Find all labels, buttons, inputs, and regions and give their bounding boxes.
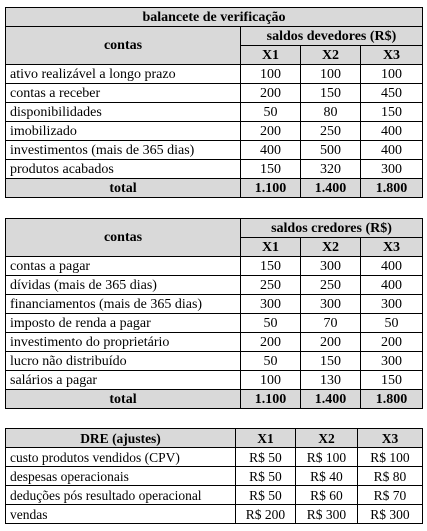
cell-value: R$ 70	[358, 486, 423, 505]
row-label: disponibilidades	[6, 103, 241, 122]
cell-value: 50	[241, 103, 301, 122]
cell-value: R$ 300	[296, 505, 358, 524]
cell-value: 300	[241, 295, 301, 314]
cell-value: 400	[361, 122, 423, 141]
table-row	[6, 141, 423, 160]
cell-value: R$ 50	[236, 467, 296, 486]
table-row	[6, 103, 423, 122]
row-label: imposto de renda a pagar	[6, 314, 241, 333]
total-label: total	[6, 390, 241, 409]
table-row	[6, 84, 423, 103]
cell-value: 200	[241, 333, 301, 352]
cell-value: 450	[361, 84, 423, 103]
contas-header: contas	[6, 219, 241, 257]
row-label: investimentos (mais de 365 dias)	[6, 141, 241, 160]
cell-value: 100	[361, 65, 423, 84]
saldos-credores-header: saldos credores (R$)	[241, 219, 423, 238]
table-row	[6, 333, 423, 352]
balancete-title: balancete de verificação	[6, 8, 423, 27]
cell-value: 320	[301, 160, 361, 179]
row-label: deduções pós resultado operacional	[6, 486, 236, 505]
period-header: X3	[358, 429, 423, 448]
cell-value: 150	[361, 371, 423, 390]
cell-value: 50	[241, 314, 301, 333]
cell-value: 130	[301, 371, 361, 390]
total-value: 1.800	[361, 390, 423, 409]
cell-value: R$ 300	[358, 505, 423, 524]
cell-value: R$ 80	[358, 467, 423, 486]
table-row	[6, 371, 423, 390]
cell-value: 80	[301, 103, 361, 122]
cell-value: 200	[241, 122, 301, 141]
row-label: lucro não distribuído	[6, 352, 241, 371]
saldos-devedores-header: saldos devedores (R$)	[241, 27, 423, 46]
cell-value: 200	[241, 84, 301, 103]
cell-value: 150	[301, 352, 361, 371]
total-value: 1.800	[361, 179, 423, 198]
cell-value: 150	[241, 160, 301, 179]
period-header: X1	[236, 429, 296, 448]
period-header: X2	[301, 46, 361, 65]
total-value: 1.100	[241, 179, 301, 198]
row-label: contas a pagar	[6, 257, 241, 276]
cell-value: R$ 50	[236, 448, 296, 467]
cell-value: 250	[301, 276, 361, 295]
cell-value: 50	[241, 352, 301, 371]
cell-value: R$ 100	[296, 448, 358, 467]
table-row	[6, 352, 423, 371]
cell-value: R$ 100	[358, 448, 423, 467]
row-label: custo produtos vendidos (CPV)	[6, 448, 236, 467]
row-label: produtos acabados	[6, 160, 241, 179]
dre-title: DRE (ajustes)	[6, 429, 236, 448]
row-label: dívidas (mais de 365 dias)	[6, 276, 241, 295]
table-row	[6, 314, 423, 333]
row-label: salários a pagar	[6, 371, 241, 390]
cell-value: 400	[241, 141, 301, 160]
cell-value: R$ 50	[236, 486, 296, 505]
table-row	[6, 448, 423, 467]
period-header: X2	[296, 429, 358, 448]
row-label: contas a receber	[6, 84, 241, 103]
cell-value: R$ 40	[296, 467, 358, 486]
table-row	[6, 160, 423, 179]
cell-value: 300	[361, 160, 423, 179]
table-row	[6, 486, 423, 505]
cell-value: 150	[241, 257, 301, 276]
cell-value: 200	[361, 333, 423, 352]
cell-value: R$ 60	[296, 486, 358, 505]
table-row	[6, 505, 423, 524]
total-value: 1.400	[301, 390, 361, 409]
row-label: financiamentos (mais de 365 dias)	[6, 295, 241, 314]
saldos-credores-table	[5, 218, 423, 409]
balancete-table	[5, 7, 423, 198]
cell-value: 100	[241, 65, 301, 84]
cell-value: 100	[301, 65, 361, 84]
cell-value: 300	[301, 257, 361, 276]
cell-value: 150	[361, 103, 423, 122]
total-value: 1.100	[241, 390, 301, 409]
period-header: X3	[361, 46, 423, 65]
table-row	[6, 467, 423, 486]
cell-value: 100	[241, 371, 301, 390]
cell-value: 70	[301, 314, 361, 333]
cell-value: 300	[301, 295, 361, 314]
table-row	[6, 276, 423, 295]
total-row	[6, 179, 423, 198]
cell-value: R$ 200	[236, 505, 296, 524]
period-header: X2	[301, 238, 361, 257]
period-header: X1	[241, 46, 301, 65]
cell-value: 50	[361, 314, 423, 333]
cell-value: 200	[301, 333, 361, 352]
period-header: X1	[241, 238, 301, 257]
cell-value: 300	[361, 295, 423, 314]
cell-value: 300	[361, 352, 423, 371]
table-row	[6, 65, 423, 84]
row-label: imobilizado	[6, 122, 241, 141]
total-value: 1.400	[301, 179, 361, 198]
cell-value: 400	[361, 257, 423, 276]
dre-table	[5, 428, 423, 524]
cell-value: 150	[301, 84, 361, 103]
total-label: total	[6, 179, 241, 198]
cell-value: 250	[301, 122, 361, 141]
cell-value: 400	[361, 141, 423, 160]
row-label: despesas operacionais	[6, 467, 236, 486]
table-row	[6, 257, 423, 276]
cell-value: 250	[241, 276, 301, 295]
total-row	[6, 390, 423, 409]
cell-value: 400	[361, 276, 423, 295]
table-row	[6, 122, 423, 141]
cell-value: 500	[301, 141, 361, 160]
period-header: X3	[361, 238, 423, 257]
table-row	[6, 295, 423, 314]
row-label: vendas	[6, 505, 236, 524]
contas-header: contas	[6, 27, 241, 65]
row-label: ativo realizável a longo prazo	[6, 65, 241, 84]
row-label: investimento do proprietário	[6, 333, 241, 352]
